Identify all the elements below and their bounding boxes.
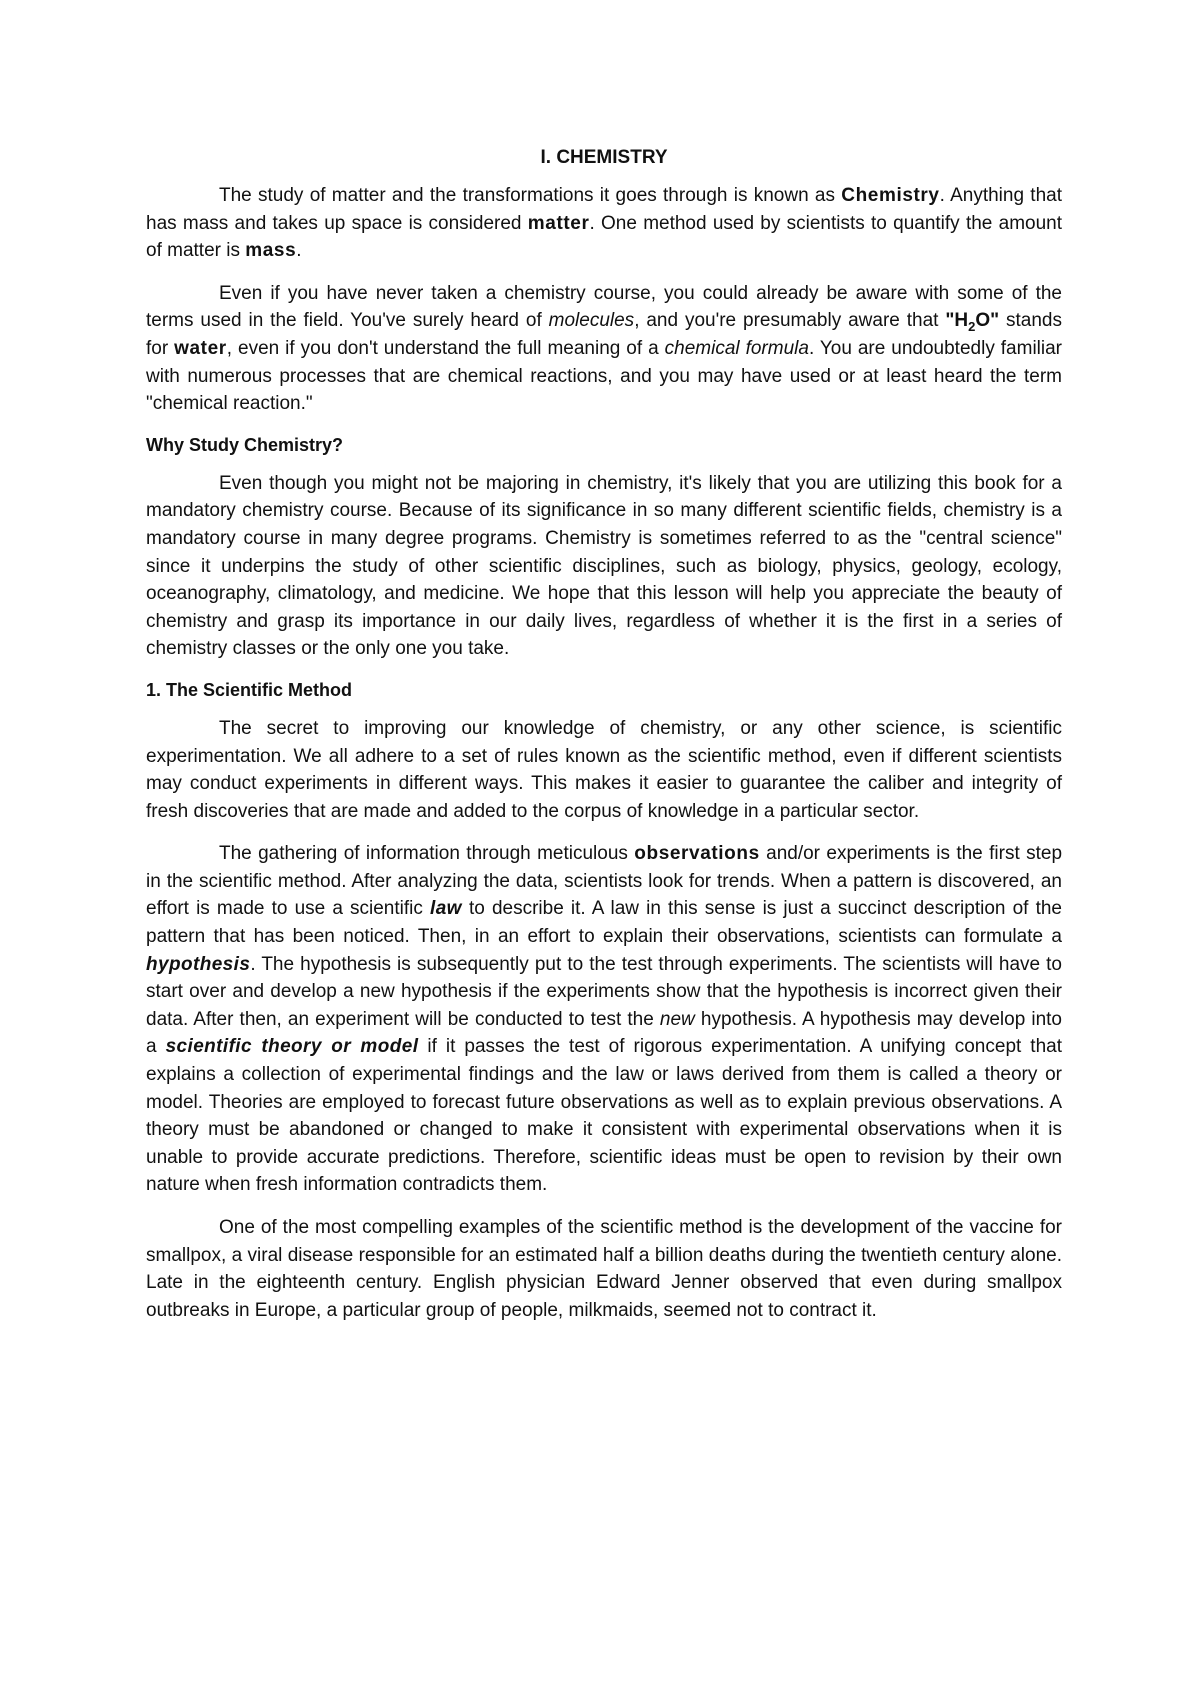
paragraph-scientific-method-steps: [146, 840, 1062, 1199]
text-run: . The hypothesis is subsequently put to the test through experiments. The scientists will have to start over and develop a new hypothesis if the experiments show that the hypothesis is incorrect given their data. After then, an experiment will be conducted to test the: [146, 953, 1062, 1030]
paragraph-smallpox: One of the most compelling examples of the scientific method is the development of the vaccine for smallpox, a viral disease responsible for an estimated half a billion deaths during the twentieth century alone. Late in the eighteenth century. English physician Edward Jenner observed that even during smallpox outbreaks in Europe, a particular group of people, milkmaids, seemed not to contract it.: [146, 1217, 1062, 1321]
formula-part: "H: [945, 310, 969, 332]
paragraph-chemistry-definition: [146, 182, 1062, 265]
text-run: to describe it. A law in this sense is just a succinct description of the pattern that has been noticed. Then, in an effort to explain their observations, scientists can formulate a: [146, 898, 1062, 948]
term-new: new: [659, 1008, 695, 1030]
term-chemical-formula: chemical formula: [664, 337, 809, 359]
formula-h2o: [945, 310, 1000, 335]
text-run: The study of matter and the transformations it goes through is known as: [219, 185, 842, 206]
section-heading-scientific-method: 1. The Scientific Method: [146, 679, 353, 700]
text-run: , even if you don't understand the full meaning of a: [226, 337, 665, 359]
term-molecules: molecules: [548, 310, 635, 332]
paragraph-why-study: Even though you might not be majoring in chemistry, it's likely that you are utilizing this book for a mandatory chemistry course. Because of its significance in so many different scientific fields, chemistry is a mandatory course in many degree programs. Chemistry is sometimes referred to as the "central science" since it underpins the study of other scientific disciplines, such as biology, physics, geology, ecology, oceanography, climatology, and medicine. We hope that this lesson will help you appreciate the beauty of chemistry and grasp its importance in our daily lives, regardless of whether it is the first in a series of chemistry classes or the only one you take.: [146, 472, 1062, 660]
text-run: if it passes the test of rigorous experimentation. A unifying concept that explains a collection of experimental findings and the law or laws derived from them is called a theory or model. Theories are employed to forecast future observations as well as to explain previous observations. A theory must be abandoned or changed to make it consistent with experimental observations when it is unable to provide accurate predictions. Therefore, scientific ideas must be open to revision by their own nature when fresh information contradicts them.: [146, 1036, 1062, 1196]
text-run: Even if you have never taken a chemistry course, you could already be aware with some of the terms used in the field. You've surely heard of: [146, 282, 1062, 332]
term-water: water: [174, 337, 227, 359]
text-run: . Anything that has mass and takes up space is considered: [146, 185, 1062, 234]
term-law: law: [430, 898, 462, 920]
section-heading-why-study: Why Study Chemistry?: [146, 434, 344, 455]
term-observations: observations: [634, 843, 760, 865]
paragraph-chemistry-terms: [146, 280, 1062, 418]
term-chemistry: Chemistry: [841, 185, 940, 206]
text-run: The gathering of information through meticulous: [219, 843, 635, 865]
term-matter: matter: [527, 212, 590, 234]
term-scientific-theory: scientific theory or model: [165, 1036, 419, 1058]
text-run: , and you're presumably aware that: [634, 310, 946, 332]
formula-part: O": [975, 310, 1000, 332]
text-run: .: [296, 240, 302, 262]
formula-subscript: 2: [968, 319, 976, 335]
term-mass: mass: [245, 240, 297, 262]
paragraph-scientific-method-intro: The secret to improving our knowledge of chemistry, or any other science, is scientific experimentation. We all adhere to a set of rules known as the scientific method, even if different scientists may conduct experiments in different ways. This makes it easier to guarantee the caliber and integrity of fresh discoveries that are made and added to the corpus of knowledge in a particular sector.: [146, 717, 1062, 822]
page-title: I. CHEMISTRY: [540, 147, 668, 168]
text-run: hypothesis. A hypothesis may develop into a: [146, 1008, 1062, 1058]
term-hypothesis: hypothesis: [146, 953, 251, 975]
text-run: . You are undoubtedly familiar with numerous processes that are chemical reactions, and you may have used or at least heard the term "chemical reaction.": [146, 337, 1063, 415]
text-run: and/or experiments is the first step in the scientific method. After analyzing the data, scientists look for trends. When a pattern is discovered, an effort is made to use a scientific: [146, 843, 1063, 920]
text-run: . One method used by scientists to quantify the amount of matter is: [146, 212, 1062, 262]
text-run: stands for: [146, 310, 1062, 359]
